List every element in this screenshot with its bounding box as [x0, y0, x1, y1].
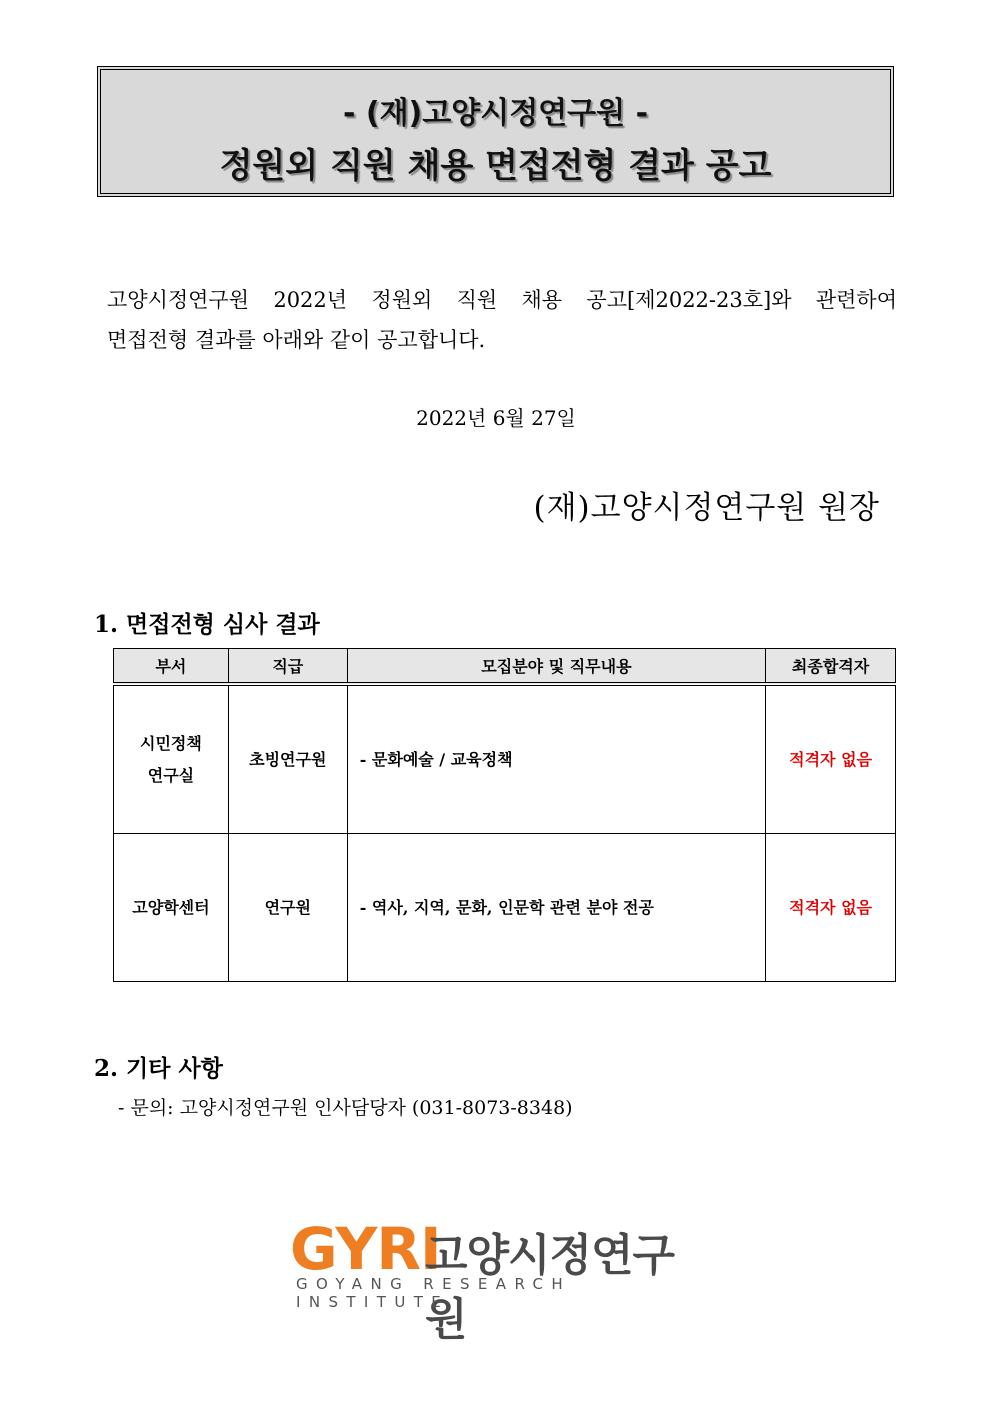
cell-rank: 초빙연구원 — [228, 684, 347, 834]
section-2-heading: 2. 기타 사항 — [94, 1055, 223, 1082]
logo-subtitle: GOYANG RESEARCH INSTITUTE — [296, 1275, 572, 1311]
cell-dept: 고양학센터 — [114, 834, 229, 982]
intro-paragraph — [107, 280, 897, 360]
signer: (재)고양시정연구원 원장 — [533, 490, 880, 526]
cell-duty: - 역사, 지역, 문화, 인문학 관련 분야 전공 — [347, 834, 765, 982]
header-result: 최종합격자 — [766, 649, 896, 685]
header-dept: 부서 — [114, 649, 229, 685]
org-title: - (재)고양시정연구원 - — [342, 96, 649, 131]
dept-line-2: 연구실 — [147, 765, 195, 785]
header-duty: 모집분야 및 직무내용 — [347, 649, 765, 685]
cell-rank: 연구원 — [228, 834, 347, 982]
table-row — [114, 684, 896, 834]
announcement-title: 정원외 직원 채용 면접전형 결과 공고 — [219, 146, 772, 186]
section-1-heading: 1. 면접전형 심사 결과 — [94, 611, 320, 638]
cell-result: 적격자 없음 — [766, 834, 896, 982]
table-row — [114, 834, 896, 982]
dept-line-1: 시민정책 — [140, 733, 202, 753]
logo-mark: GYRI — [290, 1215, 441, 1283]
cell-dept — [114, 684, 229, 834]
intro-line-2: 면접전형 결과를 아래와 같이 공고합니다. — [107, 328, 486, 352]
logo-name: 고양시정연구원 — [425, 1230, 675, 1345]
table-header-row — [114, 649, 896, 685]
intro-line-1: 고양시정연구원 2022년 정원외 직원 채용 공고[제2022-23호]와 관련하여 — [107, 288, 897, 312]
results-table — [113, 648, 896, 982]
contact-info: - 문의: 고양시정연구원 인사담당자 (031-8073-8348) — [118, 1097, 573, 1119]
cell-result: 적격자 없음 — [766, 684, 896, 834]
cell-duty: - 문화예술 / 교육정책 — [347, 684, 765, 834]
header-rank: 직급 — [228, 649, 347, 685]
gyri-logo — [290, 1215, 710, 1345]
announcement-title-box — [97, 66, 894, 197]
announcement-date: 2022년 6월 27일 — [416, 406, 576, 430]
